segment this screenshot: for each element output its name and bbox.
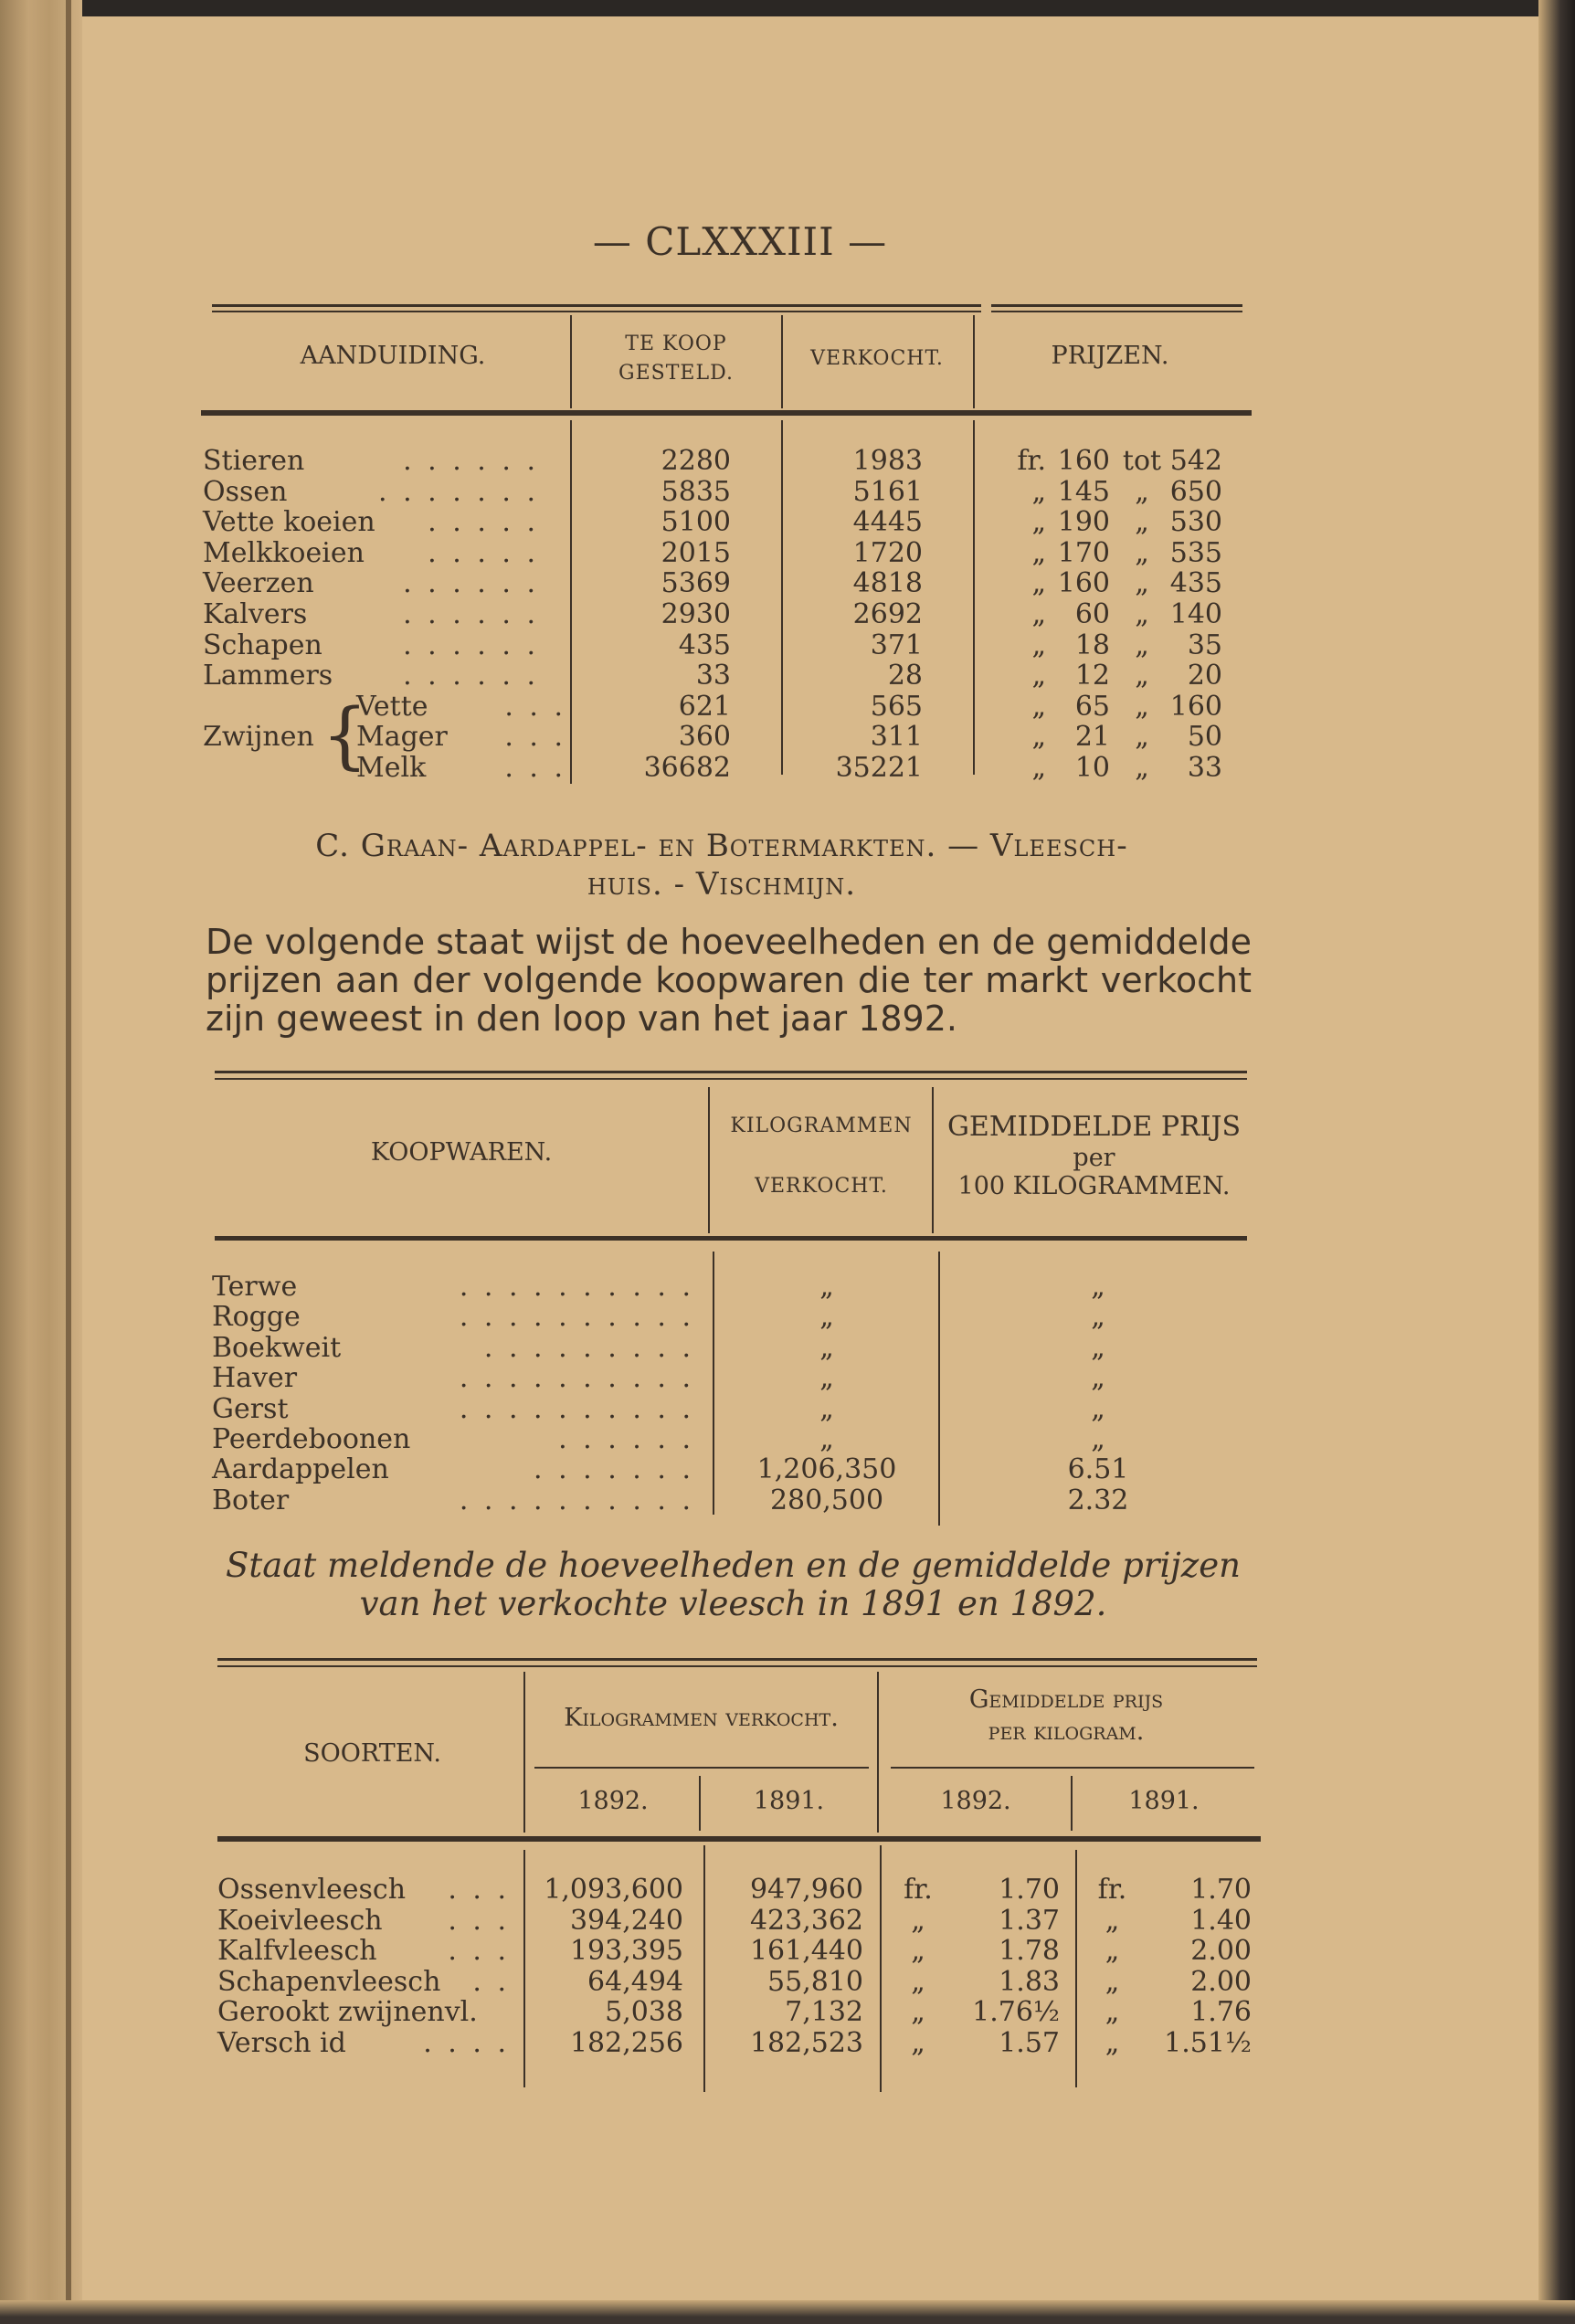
header-gemiddelde-prijs: Gemiddelde prijs [968,1685,1164,1714]
row-dots: . . . [504,690,566,723]
cell-prijs-1892-prefix: „ [911,2027,925,2059]
row-label: Aardappelen [212,1453,389,1486]
spine-fold [66,0,71,2324]
cell-prijs-1891: 1.70 [1190,1874,1252,1906]
cell-kg-1892: 394,240 [569,1904,683,1937]
cell-prijs-sep: tot [1122,445,1162,477]
cell-prijs-sep: „ [1135,752,1149,784]
header-per: per [1073,1144,1115,1172]
cell-te-koop: 360 [678,721,731,754]
cell-prijs-sep: „ [1135,660,1149,692]
cell-prijs-1891: 1.51½ [1164,2027,1252,2059]
cell-prijs-prefix: fr. [1017,445,1046,477]
header-verkocht: VERKOCHT. [810,347,944,370]
row-label: Mager [356,721,448,754]
cell-te-koop: 621 [678,690,731,723]
cell-prijs-1891-prefix: „ [1105,1935,1120,1968]
row-label: Veerzen [203,567,314,600]
cell-kg-1891: 161,440 [749,1935,863,1968]
row-label: Melkkoeien [203,536,365,569]
cell-prijs-1892-prefix: „ [911,1935,925,1968]
row-dots: . . . . . . . . . . [459,1392,694,1425]
cell-prijs-1891-prefix: „ [1105,1965,1120,1998]
row-dots: . . . . . . . . . . [459,1301,694,1334]
header-te-koop-line2: GESTELD. [618,362,734,385]
cell-kg-1892: 5,038 [605,1996,683,2029]
cell-prijs-to: 535 [1169,536,1222,569]
cell-kg-1891: 55,810 [767,1965,863,1998]
row-dots: . . . . . . . [534,1453,694,1486]
cell-te-koop: 2930 [661,598,731,630]
header-prijs-1891: 1891. [1128,1787,1200,1815]
cell-prijs-prefix: „ [1031,536,1046,569]
row-label: Kalfvleesch [217,1935,377,1968]
intro-paragraph: De volgende staat wijst de hoeveelheden en de gemiddelde prijzen aan der volgende koopwaren die ter markt verkocht zijn geweest in den loop van het jaar 1892. [206,922,1252,1039]
row-label: Versch id [217,2027,346,2059]
cell-kilogrammen: „ [819,1271,834,1303]
row-dots: . . . [448,1935,510,1968]
row-label: Rogge [212,1301,301,1334]
cell-prijs-prefix: „ [1031,506,1046,539]
cell-prijs-to: 140 [1169,598,1222,630]
row-label: Peerdeboonen [212,1423,411,1455]
header-kg-1892: 1892. [577,1787,649,1815]
cell-prijs-prefix: „ [1031,475,1046,508]
cell-gemiddelde-prijs: „ [1091,1392,1105,1425]
row-label: Vette koeien [203,506,375,539]
cell-kilogrammen: 1,206,350 [756,1453,897,1486]
cell-kg-1891: 947,960 [749,1874,863,1906]
cell-kilogrammen: „ [819,1331,834,1364]
header-kilogrammen-verkocht: Kilogrammen verkocht. [564,1704,839,1732]
cell-prijs-from: 145 [1057,475,1110,508]
cell-verkocht: 5161 [852,475,923,508]
header-gemiddelde-prijs: GEMIDDELDE PRIJS [946,1111,1242,1143]
cell-prijs-to: 160 [1169,690,1222,723]
cell-prijs-to: 35 [1187,629,1222,661]
cell-prijs-sep: „ [1135,506,1149,539]
header-prijs-1892: 1892. [940,1787,1011,1815]
cell-gemiddelde-prijs: 6.51 [1067,1453,1129,1486]
cell-verkocht: 35221 [835,752,923,784]
cell-prijs-1892: 1.37 [999,1904,1060,1937]
page-right-edge [1538,0,1575,2324]
row-dots: . . . . . . . [378,475,539,508]
cell-te-koop: 435 [678,629,731,661]
group-label-zwijnen: Zwijnen [203,721,314,753]
cell-prijs-to: 20 [1187,660,1222,692]
row-label: Gerst [212,1392,289,1425]
row-dots: . . . [504,752,566,784]
cell-kg-1892: 64,494 [587,1965,683,1998]
cell-te-koop: 5100 [661,506,731,539]
section-c-line1: C. Graan- Aardappel- en Botermarkten. — Vleesch- [315,828,1128,864]
row-label: Boter [212,1484,290,1516]
row-dots: . . . [504,721,566,754]
cell-prijs-prefix: „ [1031,629,1046,661]
row-label: Schapenvleesch [217,1965,441,1998]
row-dots: . . . . . . [403,598,539,630]
cell-prijs-prefix: „ [1031,598,1046,630]
staat-heading-line1: Staat meldende de hoeveelheden en de gemiddelde prijzen [226,1546,1241,1585]
cell-prijs-to: 542 [1169,445,1222,477]
cell-prijs-prefix: „ [1031,752,1046,784]
cell-kg-1892: 193,395 [569,1935,683,1968]
row-dots: . . . . . [428,536,539,569]
cell-prijs-1891-prefix: fr. [1097,1874,1127,1906]
row-dots: . . . . . . . . . . [459,1271,694,1303]
cell-kg-1892: 1,093,600 [544,1874,683,1906]
cell-prijs-1891-prefix: „ [1105,2027,1120,2059]
cell-prijs-from: 12 [1074,660,1110,692]
cell-prijs-1891: 2.00 [1190,1965,1252,1998]
cell-prijs-from: 18 [1074,629,1110,661]
cell-gemiddelde-prijs: „ [1091,1331,1105,1364]
cell-prijs-sep: „ [1135,598,1149,630]
row-dots: . . . . . . [558,1423,694,1455]
cell-prijs-prefix: „ [1031,567,1046,600]
cell-te-koop: 36682 [643,752,731,784]
cell-prijs-1891: 2.00 [1190,1935,1252,1968]
row-dots: . . . [448,1874,510,1906]
row-label: Schapen [203,629,322,661]
header-koopwaren: KOOPWAREN. [370,1138,553,1167]
cell-prijs-from: 65 [1074,690,1110,723]
row-dots: . . . . . . [403,445,539,477]
cell-kg-1891: 423,362 [749,1904,863,1937]
cell-kg-1891: 7,132 [785,1996,863,2029]
row-dots: . . . . . . . . . . [459,1484,694,1516]
cell-prijs-to: 435 [1169,567,1222,600]
cell-prijs-1892: 1.57 [999,2027,1060,2059]
row-dots: . . . . . . [403,629,539,661]
header-verkocht: VERKOCHT. [755,1175,888,1198]
cell-te-koop: 2015 [661,536,731,569]
cell-prijs-1891: 1.76 [1190,1996,1252,2029]
cell-prijs-sep: „ [1135,721,1149,754]
cell-kilogrammen: „ [819,1423,834,1455]
header-aanduiding: AANDUIDING. [300,342,486,370]
cell-prijs-1892: 1.78 [999,1935,1060,1968]
row-label: Gerookt zwijnenvl. [217,1996,478,2029]
row-dots: . . . . . . [403,660,539,692]
cell-verkocht: 371 [870,629,923,661]
cell-prijs-from: 190 [1057,506,1110,539]
cell-prijs-from: 160 [1057,445,1110,477]
page-number: — CLXXXIII — [592,219,888,264]
cell-prijs-1892-prefix: fr. [904,1874,933,1906]
cell-prijs-prefix: „ [1031,721,1046,754]
staat-heading-line2: van het verkochte vleesch in 1891 en 1892. [359,1584,1107,1623]
cell-prijs-1892-prefix: „ [911,1965,925,1998]
cell-prijs-from: 21 [1074,721,1110,754]
row-dots: . . . . . . . . . . [459,1362,694,1395]
cell-te-koop: 5835 [661,475,731,508]
row-dots: . . . . . . . . . [483,1331,694,1364]
cell-verkocht: 311 [870,721,923,754]
page-bottom-edge [0,2300,1575,2324]
scan-top-border [0,0,1575,16]
cell-prijs-sep: „ [1135,629,1149,661]
row-dots: . . . . . [428,506,539,539]
cell-verkocht: 2692 [852,598,923,630]
row-dots: . . . . [423,2027,510,2059]
cell-prijs-1892: 1.83 [999,1965,1060,1998]
cell-prijs-1892: 1.76½ [972,1996,1060,2029]
cell-prijs-from: 170 [1057,536,1110,569]
header-100-kilogrammen: 100 KILOGRAMMEN. [957,1172,1231,1200]
header-soorten: SOORTEN. [303,1739,441,1768]
cell-gemiddelde-prijs: 2.32 [1067,1484,1129,1516]
row-label: Melk [356,752,427,784]
cell-verkocht: 4818 [852,567,923,600]
cell-prijs-to: 530 [1169,506,1222,539]
row-dots: . . . . . . [403,567,539,600]
header-kg-1891: 1891. [753,1787,825,1815]
cell-prijs-sep: „ [1135,475,1149,508]
row-label: Ossen [203,475,288,508]
header-prijzen: PRIJZEN. [1051,342,1169,370]
cell-kilogrammen: „ [819,1392,834,1425]
cell-gemiddelde-prijs: „ [1091,1271,1105,1303]
header-per-kilogram: per kilogram. [988,1717,1145,1746]
cell-prijs-sep: „ [1135,567,1149,600]
cell-prijs-1891-prefix: „ [1105,1904,1120,1937]
section-c-heading [201,827,1242,903]
cell-prijs-to: 50 [1187,721,1222,754]
cell-kilogrammen: „ [819,1301,834,1334]
header-te-koop-line1: TE KOOP [625,333,727,355]
row-dots: . . [472,1965,510,1998]
cell-prijs-sep: „ [1135,536,1149,569]
cell-verkocht: 28 [887,660,923,692]
section-c-line2: huis. - Vischmijn. [587,866,857,903]
cell-prijs-1892: 1.70 [999,1874,1060,1906]
cell-prijs-1892-prefix: „ [911,1904,925,1937]
row-label: Lammers [203,660,333,692]
row-label: Koeivleesch [217,1904,383,1937]
row-label: Kalvers [203,598,308,630]
cell-verkocht: 565 [870,690,923,723]
row-label: Boekweit [212,1331,342,1364]
cell-kilogrammen: „ [819,1362,834,1395]
cell-prijs-sep: „ [1135,690,1149,723]
brace-icon: { [322,692,368,777]
cell-prijs-from: 160 [1057,567,1110,600]
cell-prijs-to: 650 [1169,475,1222,508]
cell-te-koop: 5369 [661,567,731,600]
cell-kg-1892: 182,256 [569,2027,683,2059]
cell-gemiddelde-prijs: „ [1091,1423,1105,1455]
cell-prijs-prefix: „ [1031,690,1046,723]
cell-prijs-prefix: „ [1031,660,1046,692]
cell-verkocht: 1720 [852,536,923,569]
cell-te-koop: 2280 [661,445,731,477]
cell-verkocht: 1983 [852,445,923,477]
cell-prijs-1891-prefix: „ [1105,1996,1120,2029]
row-label: Stieren [203,445,305,477]
cell-prijs-1891: 1.40 [1190,1904,1252,1937]
cell-prijs-from: 10 [1074,752,1110,784]
cell-kilogrammen: 280,500 [769,1484,884,1516]
header-kilogrammen: KILOGRAMMEN [730,1114,913,1137]
row-label: Vette [356,690,428,723]
cell-verkocht: 4445 [852,506,923,539]
row-dots: . . . [448,1904,510,1937]
cell-prijs-from: 60 [1074,598,1110,630]
row-label: Haver [212,1362,298,1395]
cell-gemiddelde-prijs: „ [1091,1301,1105,1334]
cell-prijs-to: 33 [1187,752,1222,784]
cell-kg-1891: 182,523 [749,2027,863,2059]
cell-prijs-1892-prefix: „ [911,1996,925,2029]
row-label: Ossenvleesch [217,1874,407,1906]
staat-heading [206,1547,1261,1623]
cell-te-koop: 33 [695,660,731,692]
row-label: Terwe [212,1271,298,1303]
cell-gemiddelde-prijs: „ [1091,1362,1105,1395]
